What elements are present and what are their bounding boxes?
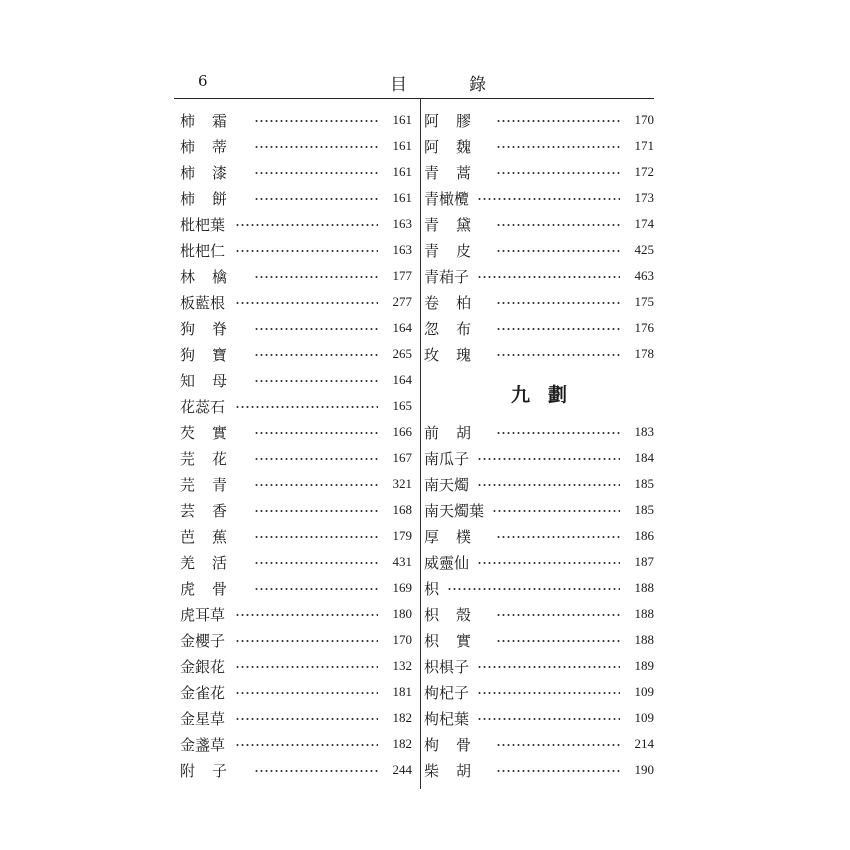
dot-leader: [496, 250, 620, 252]
toc-entry: [180, 133, 412, 159]
entry-page-number: 431: [392, 554, 412, 569]
entry-page-number: 161: [392, 164, 412, 179]
entry-page-number: 190: [634, 762, 654, 777]
entry-page-number: 214: [634, 736, 654, 751]
entry-page-number: 166: [392, 424, 412, 439]
toc-entry: [424, 185, 654, 211]
dot-leader: [477, 692, 620, 694]
entry-page-number: 171: [634, 138, 654, 153]
entry-name: 玫瑰: [424, 345, 489, 364]
entry-page-number: 189: [634, 658, 654, 673]
entry-page-number: 182: [392, 710, 412, 725]
entry-page-number: 161: [392, 190, 412, 205]
dot-leader: [254, 588, 378, 590]
dot-leader: [496, 172, 620, 174]
right-column-bottom-list: [424, 419, 654, 783]
entry-page-number: 169: [392, 580, 412, 595]
entry-name: 阿魏: [424, 137, 489, 156]
dot-leader: [496, 614, 620, 616]
toc-entry: [424, 315, 654, 341]
entry-name: 卷柏: [424, 293, 489, 312]
entry-page-number: 177: [392, 268, 412, 283]
entry-page-number: 163: [392, 242, 412, 257]
entry-page-number: 176: [634, 320, 654, 335]
dot-leader: [477, 276, 620, 278]
toc-entry: [424, 757, 654, 783]
toc-entry: [424, 731, 654, 757]
dot-leader: [496, 770, 620, 772]
entry-page-number: 188: [634, 606, 654, 621]
dot-leader: [254, 198, 378, 200]
dot-leader: [496, 146, 620, 148]
dot-leader: [235, 224, 378, 226]
dot-leader: [254, 562, 378, 564]
toc-entry: [424, 263, 654, 289]
entry-name: 柿霜: [180, 111, 245, 130]
dot-leader: [235, 744, 378, 746]
entry-page-number: 170: [634, 112, 654, 127]
dot-leader: [254, 328, 378, 330]
toc-entry: [424, 289, 654, 315]
dot-leader: [254, 146, 378, 148]
dot-leader: [496, 536, 620, 538]
dot-leader: [496, 328, 620, 330]
dot-leader: [254, 380, 378, 382]
entry-name: 枸骨: [424, 735, 489, 754]
entry-page-number: 186: [634, 528, 654, 543]
entry-name: 附子: [180, 761, 245, 780]
dot-leader: [477, 562, 620, 564]
entry-name: 南天燭葉: [424, 501, 485, 520]
toc-entry: [180, 159, 412, 185]
toc-entry: [424, 237, 654, 263]
entry-name: 柴胡: [424, 761, 489, 780]
dot-leader: [235, 718, 378, 720]
toc-entry: [180, 575, 412, 601]
toc-entry: [424, 133, 654, 159]
dot-leader: [477, 458, 620, 460]
entry-page-number: 180: [392, 606, 412, 621]
entry-name: 芭蕉: [180, 527, 245, 546]
entry-page-number: 425: [634, 242, 654, 257]
page-number: 6: [198, 72, 208, 90]
dot-leader: [254, 432, 378, 434]
entry-name: 芫青: [180, 475, 245, 494]
entry-name: 忽布: [424, 319, 489, 338]
entry-page-number: 164: [392, 320, 412, 335]
dot-leader: [477, 484, 620, 486]
toc-entry: [180, 419, 412, 445]
entry-name: 厚樸: [424, 527, 489, 546]
dot-leader: [254, 172, 378, 174]
entry-name: 枸杞子: [424, 683, 470, 702]
right-column: [424, 107, 654, 783]
dot-leader: [447, 588, 620, 590]
entry-name: 狗脊: [180, 319, 245, 338]
toc-entry: [180, 393, 412, 419]
dot-leader: [477, 718, 620, 720]
toc-entry: [180, 549, 412, 575]
toc-entry: [424, 445, 654, 471]
toc-entry: [180, 211, 412, 237]
toc-entry: [180, 185, 412, 211]
entry-page-number: 188: [634, 580, 654, 595]
entry-name: 板藍根: [180, 293, 226, 312]
dot-leader: [235, 250, 378, 252]
toc-entry: [180, 731, 412, 757]
entry-name: 枳實: [424, 631, 489, 650]
entry-name: 柿餅: [180, 189, 245, 208]
entry-page-number: 184: [634, 450, 654, 465]
toc-entry: [180, 497, 412, 523]
dot-leader: [235, 406, 378, 408]
toc-entry: [180, 653, 412, 679]
dot-leader: [254, 120, 378, 122]
toc-entry: [180, 445, 412, 471]
dot-leader: [477, 666, 620, 668]
entry-page-number: 170: [392, 632, 412, 647]
entry-page-number: 187: [634, 554, 654, 569]
entry-name: 金盞草: [180, 735, 226, 754]
toc-entry: [180, 289, 412, 315]
entry-name: 枸杞葉: [424, 709, 470, 728]
toc-entry: [424, 471, 654, 497]
dot-leader: [254, 276, 378, 278]
entry-page-number: 173: [634, 190, 654, 205]
dot-leader: [496, 302, 620, 304]
entry-page-number: 175: [634, 294, 654, 309]
toc-entry: [424, 627, 654, 653]
header-rule: [174, 98, 654, 99]
entry-name: 枳殼: [424, 605, 489, 624]
entry-page-number: 179: [392, 528, 412, 543]
dot-leader: [496, 224, 620, 226]
entry-page-number: 109: [634, 710, 654, 725]
dot-leader: [496, 744, 620, 746]
dot-leader: [235, 692, 378, 694]
entry-name: 林檎: [180, 267, 245, 286]
toc-entry: [424, 159, 654, 185]
toc-entry: [424, 549, 654, 575]
entry-page-number: 182: [392, 736, 412, 751]
entry-name: 枳: [424, 579, 440, 598]
page-title: 目錄: [390, 75, 548, 95]
entry-name: 枳椇子: [424, 657, 470, 676]
entry-name: 花蕊石: [180, 397, 226, 416]
toc-entry: [424, 653, 654, 679]
entry-name: 金雀花: [180, 683, 226, 702]
dot-leader: [254, 354, 378, 356]
entry-name: 阿膠: [424, 111, 489, 130]
dot-leader: [254, 536, 378, 538]
toc-entry: [180, 523, 412, 549]
entry-page-number: 172: [634, 164, 654, 179]
toc-entry: [180, 601, 412, 627]
toc-entry: [180, 679, 412, 705]
toc-entry: [424, 419, 654, 445]
entry-page-number: 168: [392, 502, 412, 517]
entry-page-number: 132: [392, 658, 412, 673]
entry-name: 前胡: [424, 423, 489, 442]
entry-page-number: 183: [634, 424, 654, 439]
section-heading: 九劃: [510, 383, 585, 406]
dot-leader: [496, 432, 620, 434]
toc-entry: [180, 757, 412, 783]
entry-name: 芸香: [180, 501, 245, 520]
toc-entry: [424, 523, 654, 549]
dot-leader: [254, 484, 378, 486]
dot-leader: [477, 198, 620, 200]
right-column-top-list: [424, 107, 654, 367]
toc-entry: [424, 679, 654, 705]
entry-name: 青蒿: [424, 163, 489, 182]
entry-name: 金銀花: [180, 657, 226, 676]
entry-page-number: 188: [634, 632, 654, 647]
entry-name: 金星草: [180, 709, 226, 728]
entry-page-number: 163: [392, 216, 412, 231]
entry-name: 芫花: [180, 449, 245, 468]
entry-name: 青橄欖: [424, 189, 470, 208]
entry-page-number: 181: [392, 684, 412, 699]
entry-page-number: 321: [392, 476, 412, 491]
entry-name: 虎骨: [180, 579, 245, 598]
dot-leader: [254, 510, 378, 512]
entry-name: 羌活: [180, 553, 245, 572]
entry-name: 青皮: [424, 241, 489, 260]
toc-entry: [180, 627, 412, 653]
toc-entry: [424, 705, 654, 731]
toc-entry: [180, 107, 412, 133]
dot-leader: [254, 458, 378, 460]
dot-leader: [235, 302, 378, 304]
left-column: [180, 107, 412, 783]
entry-page-number: 185: [634, 502, 654, 517]
toc-entry: [180, 367, 412, 393]
entry-page-number: 161: [392, 112, 412, 127]
entry-name: 芡實: [180, 423, 245, 442]
toc-entry: [180, 705, 412, 731]
entry-page-number: 185: [634, 476, 654, 491]
entry-page-number: 174: [634, 216, 654, 231]
entry-page-number: 244: [392, 762, 412, 777]
toc-entry: [180, 315, 412, 341]
toc-entry: [424, 107, 654, 133]
entry-page-number: 164: [392, 372, 412, 387]
entry-name: 柿漆: [180, 163, 245, 182]
entry-name: 枇杷葉: [180, 215, 226, 234]
entry-page-number: 178: [634, 346, 654, 361]
toc-entry: [424, 601, 654, 627]
entry-name: 柿蒂: [180, 137, 245, 156]
toc-entry: [424, 575, 654, 601]
dot-leader: [496, 640, 620, 642]
entry-name: 狗寶: [180, 345, 245, 364]
entry-name: 威靈仙: [424, 553, 470, 572]
entry-page-number: 109: [634, 684, 654, 699]
entry-name: 枇杷仁: [180, 241, 226, 260]
entry-page-number: 161: [392, 138, 412, 153]
toc-entry: [180, 263, 412, 289]
dot-leader: [235, 640, 378, 642]
column-divider: [420, 99, 421, 789]
dot-leader: [496, 120, 620, 122]
entry-page-number: 165: [392, 398, 412, 413]
entry-name: 知母: [180, 371, 245, 390]
entry-name: 青黛: [424, 215, 489, 234]
entry-page-number: 167: [392, 450, 412, 465]
toc-entry: [180, 341, 412, 367]
entry-page-number: 277: [392, 294, 412, 309]
entry-name: 南天燭: [424, 475, 470, 494]
entry-name: 虎耳草: [180, 605, 226, 624]
toc-entry: [424, 211, 654, 237]
toc-entry: [180, 237, 412, 263]
dot-leader: [254, 770, 378, 772]
entry-name: 南瓜子: [424, 449, 470, 468]
toc-entry: [180, 471, 412, 497]
dot-leader: [496, 354, 620, 356]
entry-page-number: 265: [392, 346, 412, 361]
entry-name: 青葙子: [424, 267, 470, 286]
toc-entry: [424, 497, 654, 523]
dot-leader: [492, 510, 620, 512]
dot-leader: [235, 666, 378, 668]
dot-leader: [235, 614, 378, 616]
toc-entry: [424, 341, 654, 367]
entry-name: 金櫻子: [180, 631, 226, 650]
entry-page-number: 463: [634, 268, 654, 283]
